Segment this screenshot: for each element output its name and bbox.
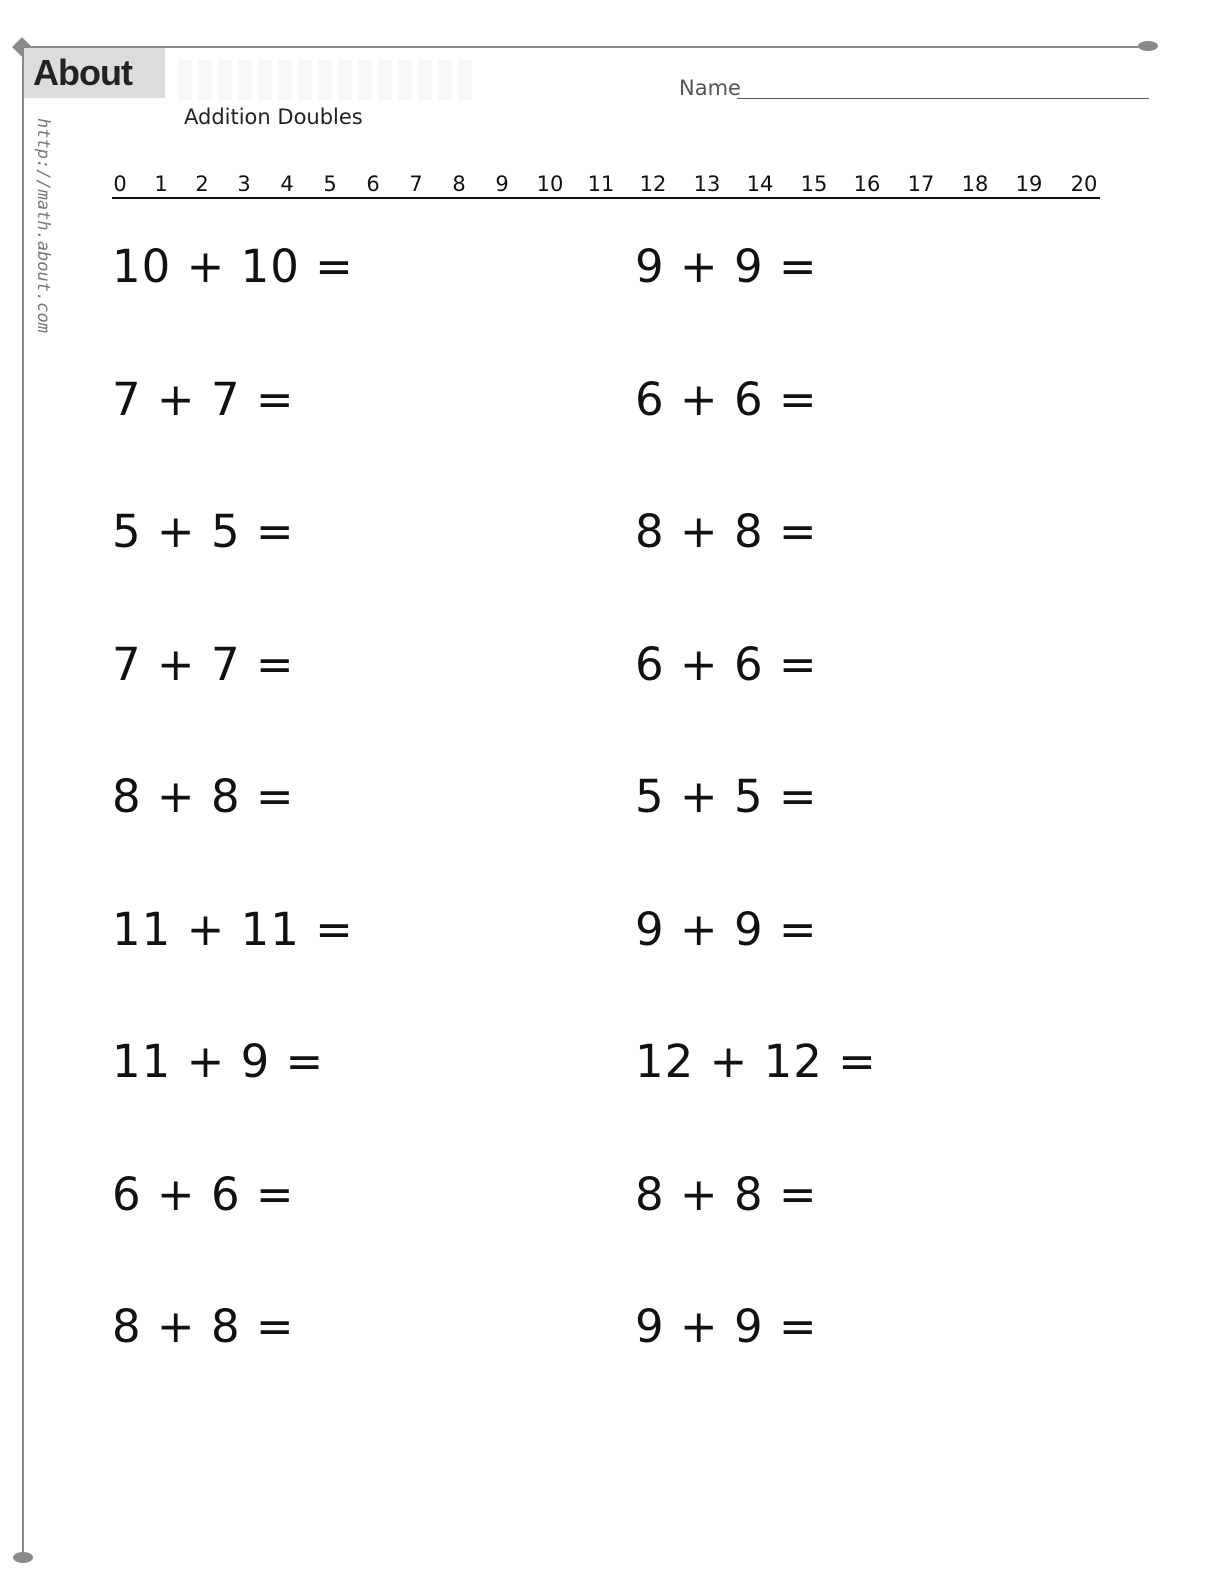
number-line-tick: 8 — [452, 172, 466, 196]
problem-left-8: 6 + 6 = — [112, 1168, 295, 1221]
number-line-tick: 16 — [853, 172, 881, 196]
name-label: Name — [679, 76, 741, 100]
number-line-tick: 9 — [495, 172, 509, 196]
number-line-tick: 7 — [409, 172, 423, 196]
problem-right-6: 9 + 9 = — [635, 903, 818, 956]
side-url: http://math.about.com — [33, 118, 53, 333]
number-line-tick: 13 — [693, 172, 721, 196]
number-line-tick: 12 — [639, 172, 667, 196]
problem-left-6: 11 + 11 = — [112, 903, 354, 956]
number-line-tick: 4 — [280, 172, 294, 196]
problem-right-2: 6 + 6 = — [635, 373, 818, 426]
number-line-tick: 0 — [113, 172, 127, 196]
problem-right-7: 12 + 12 = — [635, 1035, 877, 1088]
problem-left-9: 8 + 8 = — [112, 1300, 295, 1353]
logo-watermark — [178, 60, 478, 100]
logo-text: About — [33, 52, 132, 93]
problem-left-2: 7 + 7 = — [112, 373, 295, 426]
name-field-line[interactable] — [737, 98, 1149, 99]
number-line-tick: 6 — [366, 172, 380, 196]
number-line-tick: 14 — [746, 172, 774, 196]
problem-left-4: 7 + 7 = — [112, 638, 295, 691]
number-line-tick: 15 — [800, 172, 828, 196]
problem-right-8: 8 + 8 = — [635, 1168, 818, 1221]
worksheet-title: Addition Doubles — [184, 105, 363, 129]
number-line — [112, 170, 1100, 200]
problem-left-7: 11 + 9 = — [112, 1035, 325, 1088]
number-line-tick: 10 — [536, 172, 564, 196]
number-line-tick: 1 — [154, 172, 168, 196]
problem-right-9: 9 + 9 = — [635, 1300, 818, 1353]
number-line-tick: 5 — [323, 172, 337, 196]
top-border-line — [22, 46, 1148, 48]
problem-right-4: 6 + 6 = — [635, 638, 818, 691]
number-line-tick: 2 — [195, 172, 209, 196]
number-line-tick: 11 — [587, 172, 615, 196]
line-end-dot-icon — [13, 1552, 33, 1563]
problem-left-3: 5 + 5 = — [112, 505, 295, 558]
problem-left-5: 8 + 8 = — [112, 770, 295, 823]
number-line-tick: 19 — [1015, 172, 1043, 196]
number-line-tick: 20 — [1070, 172, 1098, 196]
line-end-dot-icon — [1138, 41, 1158, 51]
about-logo — [24, 48, 165, 98]
problem-left-1: 10 + 10 = — [112, 240, 354, 293]
number-line-tick: 18 — [961, 172, 989, 196]
number-line-tick: 17 — [907, 172, 935, 196]
number-line-tick: 3 — [237, 172, 251, 196]
problem-right-5: 5 + 5 = — [635, 770, 818, 823]
problem-right-1: 9 + 9 = — [635, 240, 818, 293]
number-line-base — [112, 197, 1100, 199]
left-border-line — [22, 46, 24, 1558]
problem-right-3: 8 + 8 = — [635, 505, 818, 558]
